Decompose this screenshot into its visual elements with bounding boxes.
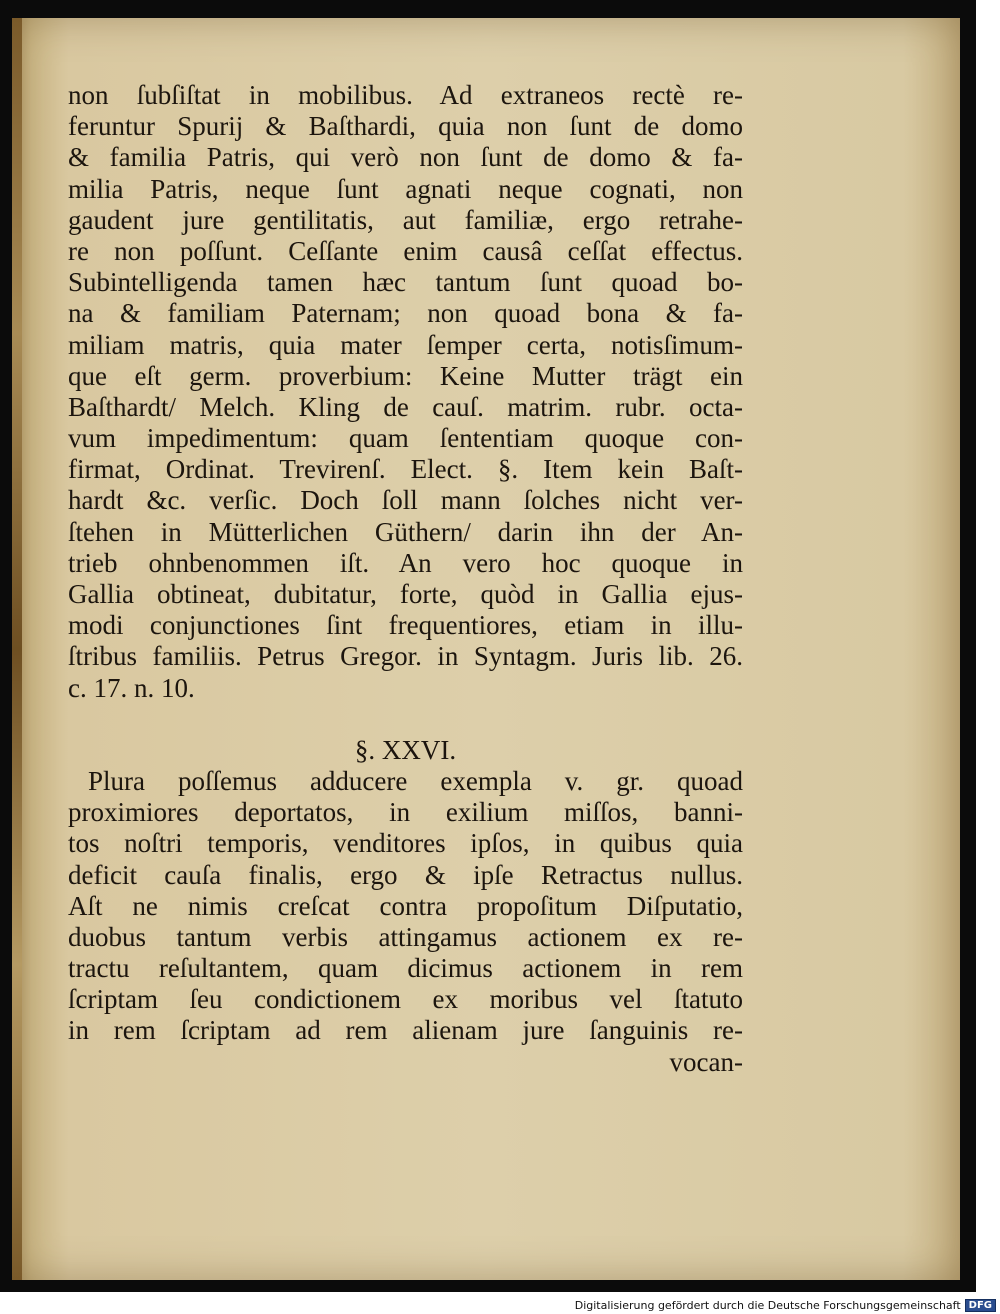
text-line: vum impedimentum: quam ſententiam quoque con- [68,423,743,454]
text-line: na & familiam Paternam; non quoad bona & fa- [68,298,743,329]
footer-credit [575,1299,996,1312]
text-line: miliam matris, quia mater ſemper certa, notisſimum- [68,329,743,360]
page-edge [12,18,22,1280]
text-line: c. 17. n. 10. [68,672,195,703]
text-line: Baſthardt/ Melch. Kling de cauſ. matrim. rubr. octa- [68,391,743,422]
text-line: proximiores deportatos, in exilium miſſos, banni- [68,797,743,828]
page-text [68,80,743,1078]
text-line: tos noſtri temporis, venditores ipſos, in quibus quia [68,828,743,859]
text-line: deficit cauſa finalis, ergo & ipſe Retractus nullus. [68,859,743,890]
text-line: ſcriptam ſeu condictionem ex moribus vel ſtatuto [68,984,743,1015]
text-line: non ſubſiſtat in mobilibus. Ad extraneos rectè re- [68,80,743,110]
text-line: trieb ohnbenommen iſt. An vero hoc quoque in [68,547,743,578]
text-line: tractu reſultantem, quam dicimus actionem in rem [68,953,743,984]
text-line: duobus tantum verbis attingamus actionem ex re- [68,921,743,952]
text-line: ſtribus familiis. Petrus Gregor. in Syntagm. Juris lib. 26. [68,641,743,672]
text-line: gaudent jure gentilitatis, aut familiæ, ergo retrahe- [68,204,743,235]
text-line: & familia Patris, qui verò non ſunt de domo & fa- [68,142,743,173]
footer-text: Digitalisierung gefördert durch die Deutsche Forschungsgemeinschaft [574,1299,961,1312]
dfg-logo: DFG [965,1299,996,1312]
text-line: re non poſſunt. Ceſſante enim causâ ceſſat effectus. [68,235,743,266]
text-line: in rem ſcriptam ad rem alienam jure ſanguinis re- [68,1015,743,1046]
text-line: ſtehen in Mütterlichen Güthern/ darin ihn der An- [68,516,743,547]
text-line: milia Patris, neque ſunt agnati neque cognati, non [68,173,743,204]
text-line: Subintelligenda tamen hæc tantum ſunt quoad bo- [68,267,743,298]
text-line: Gallia obtineat, dubitatur, forte, quòd in Gallia ejus- [68,579,743,609]
text-line: Aſt ne nimis creſcat contra propoſitum Diſputatio, [68,890,743,921]
text-line: que eſt germ. proverbium: Keine Mutter trägt ein [68,360,743,391]
text-line: Plura poſſemus adducere exempla v. gr. quoad [88,765,743,796]
text-line: firmat, Ordinat. Trevirenſ. Elect. §. Item kein Baſt- [68,454,743,485]
text-line: modi conjunctiones ſint frequentiores, etiam in illu- [68,610,743,641]
section-heading: §. XXVI. [354,734,457,765]
catchword: vocan- [669,1046,743,1077]
text-line: hardt &c. verſic. Doch ſoll mann ſolches nicht ver- [68,485,743,516]
text-line: feruntur Spurij & Baſthardi, quia non ſunt de domo [68,111,743,142]
